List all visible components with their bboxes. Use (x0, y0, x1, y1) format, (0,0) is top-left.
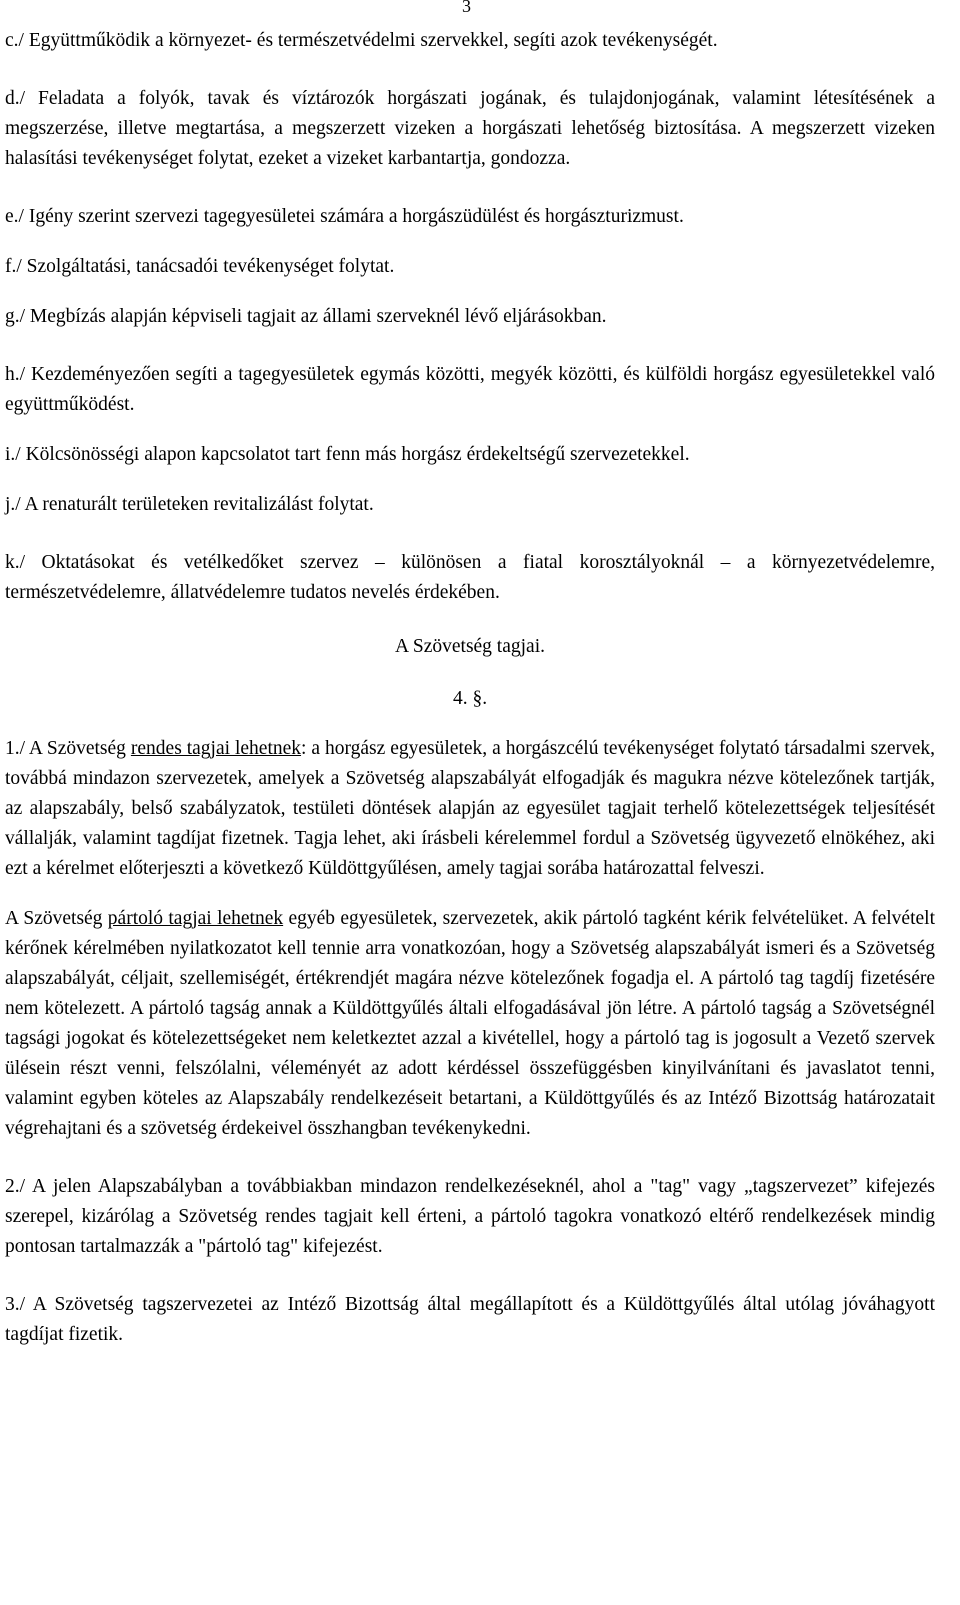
item-g: g./ Megbízás alapján képviseli tagjait az állami szerveknél lévő eljárásokban. (5, 306, 607, 327)
item-c: c./ Együttműködik a környezet- és természetvédelmi szervekkel, segíti azok tevékenységét. (5, 30, 718, 51)
section-title: A Szövetség tagjai. (394, 636, 545, 657)
paragraph-support-underlined: pártoló tagjai lehetnek (107, 908, 284, 929)
page-number: 3 (462, 0, 471, 16)
paragraph-1 (5, 734, 935, 884)
paragraph-support-rest: egyéb egyesületek, szervezetek, akik pártoló tagként kérik felvételüket. A felvételt kérőnek kérelmében nyilatkozatot kell tennie arra vonatkozóan, hogy a Szövetség alapszabályát ismeri és a Szövetség alapszabályát, céljait, szellemiségét, értékrendjét magára nézve kötelezőnek fogadja el. A pártoló tag tagdíj fizetésére nem kötelezett. A pártoló tagság annak a Küldöttgyűlés általi elfogadásával jön létre. A pártoló tagság a Szövetségnél tagsági jogokat és kötelezettségeket nem keletkeztet azzal a kivétellel, hogy a pártoló tag is jogosult a Vezető szervek ülésein részt venni, felszólalni, véleményét az adott kérdéssel összefüggésben kinyilvánítani és javaslatot tenni, valamint egyben köteles az Alapszabály rendelkezéseit betartani, a Küldöttgyűlés és az Intéző Bizottság határozatait végrehajtani és a szövetség érdekeivel összhangban tevékenykedni. (5, 908, 935, 1139)
item-j: j./ A renaturált területeken revitalizálást folytat. (5, 494, 374, 515)
paragraph-support-prefix: A Szövetség (5, 908, 108, 929)
paragraph-3: 3./ A Szövetség tagszervezetei az Intéző Bizottság által megállapított és a Küldöttgyűlés által utólag jóváhagyott tagdíjat fizetik. (5, 1294, 935, 1345)
item-i: i./ Kölcsönösségi alapon kapcsolatot tart fenn más horgász érdekeltségű szervezetekkel. (5, 444, 690, 465)
paragraph-1-prefix: 1./ A Szövetség (5, 738, 131, 759)
item-e: e./ Igény szerint szervezi tagegyesületei számára a horgászüdülést és horgászturizmust. (5, 206, 684, 227)
paragraph-1-underlined: rendes tagjai lehetnek (130, 738, 302, 759)
paragraph-1-rest: : a horgász egyesületek, a horgászcélú tevékenységet folytató társadalmi szervek, továbbá mindazon szervezetek, amelyek a Szövetség alapszabályát elfogadják és magukra nézve kötelezőnek tartják, az alapszabály, belső szabályzatok, testületi döntések alapján az egyesület tagjait terhelő kötelezettségek teljesítését vállalják, valamint tagdíjat fizetnek. Tagja lehet, aki írásbeli kérelemmel fordul a Szövetség ügyvezető elnökéhez, aki ezt a kérelmet előterjeszti a következő Küldöttgyűlésen, amely tagjai sorába határozattal felveszi. (5, 738, 936, 879)
item-f: f./ Szolgáltatási, tanácsadói tevékenységet folytat. (5, 256, 395, 277)
item-d: d./ Feladata a folyók, tavak és víztározók horgászati jogának, és tulajdonjogának, valamint létesítésének a megszerzése, illetve megtartása, a megszerzett vizeken a horgászati lehetőség biztosítása. A megszerzett vizeken halasítási tevékenységet folytat, ezeket a vizeket karbantartja, gondozza. (5, 88, 935, 169)
paragraph-2: 2./ A jelen Alapszabályban a továbbiakban mindazon rendelkezéseknél, ahol a "tag" vagy „tagszervezet” kifejezés szerepel, kizárólag a Szövetség rendes tagjait kell érteni, a pártoló tagokra vonatkozó eltérő rendelkezések mindig pontosan tartalmazzák a "pártoló tag" kifejezést. (5, 1176, 935, 1257)
document-body (5, 26, 935, 1350)
section-number: 4. §. (452, 688, 488, 709)
item-h: h./ Kezdeményezően segíti a tagegyesületek egymás közötti, megyék közötti, és külföldi horgász egyesületekkel való együttműködést. (5, 364, 935, 415)
item-k: k./ Oktatásokat és vetélkedőket szervez – különösen a fiatal korosztályoknál – a környezetvédelemre, természetvédelemre, állatvédelemre tudatos nevelés érdekében. (5, 552, 935, 603)
paragraph-support (5, 904, 935, 1144)
